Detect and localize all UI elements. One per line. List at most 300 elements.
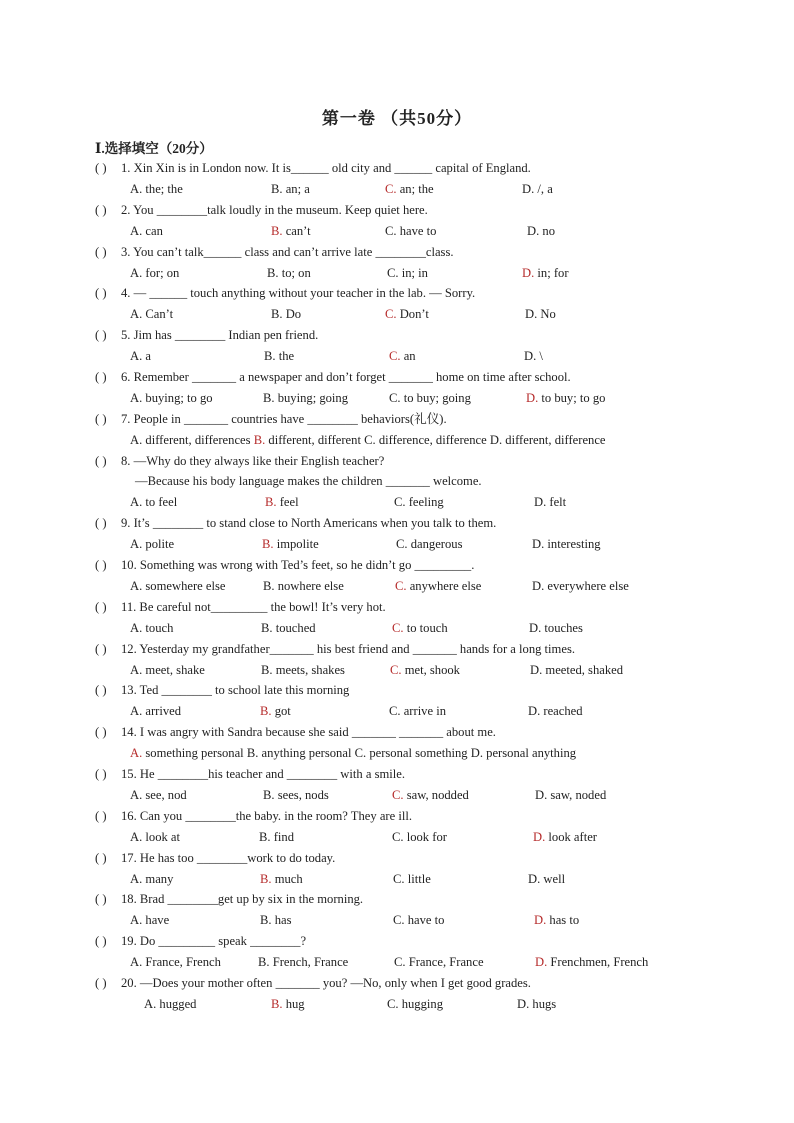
- option-letter: D.: [530, 662, 543, 677]
- question-stem: 18. Brad ________get up by six in the morning.: [121, 892, 364, 907]
- options-row: [95, 263, 735, 284]
- option-letter: C.: [354, 746, 367, 761]
- question-list: [95, 158, 735, 1015]
- option-b: [262, 534, 319, 555]
- option-text: have: [142, 913, 170, 928]
- question-item: [95, 889, 735, 931]
- question-stem: 9. It’s ________ to stand close to North Americans when you talk to them.: [121, 516, 497, 531]
- option-b: [260, 869, 303, 890]
- option-text: met, shook: [401, 662, 460, 677]
- option-d: [535, 785, 606, 806]
- option-text: somewhere else: [142, 578, 226, 593]
- option-text: a: [142, 349, 151, 364]
- option-text: hug: [282, 996, 305, 1011]
- option-text: impolite: [273, 537, 319, 552]
- option-text: saw, nodded: [403, 787, 469, 802]
- option-b: [265, 492, 299, 513]
- option-text: something personal: [142, 746, 244, 761]
- option-letter: C.: [392, 787, 404, 802]
- option-text: touched: [272, 620, 316, 635]
- option-letter: B.: [267, 265, 279, 280]
- option-letter: C.: [387, 996, 399, 1011]
- option-b: [261, 660, 345, 681]
- question-item: [95, 158, 735, 200]
- answer-blank: ( ): [95, 892, 107, 907]
- option-text: anything personal: [258, 746, 352, 761]
- option-b: [271, 179, 310, 200]
- option-d: [529, 618, 583, 639]
- question-stem: 6. Remember _______ a newspaper and don’t forget _______ home on time after school.: [121, 369, 571, 384]
- options-row: [95, 701, 735, 722]
- option-text: meet, shake: [142, 662, 205, 677]
- option-text: Don’t: [396, 307, 429, 322]
- option-text: hugging: [398, 996, 443, 1011]
- option-a: [130, 701, 181, 722]
- answer-blank: ( ): [95, 808, 107, 823]
- option-letter: C.: [392, 829, 404, 844]
- option-c: [393, 910, 444, 931]
- option-a: [144, 994, 196, 1015]
- page-title: 第一卷 （共50分）: [321, 109, 473, 128]
- option-letter: D.: [525, 307, 538, 322]
- answer-blank: ( ): [95, 453, 107, 468]
- option-letter: A.: [130, 349, 143, 364]
- question-stem: 14. I was angry with Sandra because she said _______ _______ about me.: [121, 725, 496, 740]
- options-row: [95, 430, 735, 451]
- option-letter: D.: [524, 349, 537, 364]
- option-b: [261, 618, 316, 639]
- question-item: [95, 848, 735, 890]
- question-item: [95, 764, 735, 806]
- option-b: [259, 827, 294, 848]
- option-a: [130, 263, 179, 284]
- options-row: [95, 179, 735, 200]
- option-letter: A.: [130, 307, 143, 322]
- option-letter: A.: [130, 662, 143, 677]
- option-d: [524, 346, 543, 367]
- option-letter: C.: [387, 265, 399, 280]
- option-text: buying; going: [274, 390, 349, 405]
- question-stem: 3. You can’t talk______ class and can’t arrive late ________class.: [121, 244, 454, 259]
- option-text: little: [404, 871, 431, 886]
- option-a: [130, 869, 173, 890]
- option-text: look at: [142, 829, 181, 844]
- option-letter: C.: [395, 578, 407, 593]
- answer-blank: ( ): [95, 767, 107, 782]
- option-text: different, difference: [502, 432, 606, 447]
- option-letter: D.: [522, 265, 535, 280]
- option-letter: A.: [130, 787, 143, 802]
- option-a: [130, 534, 174, 555]
- option-letter: C.: [394, 495, 406, 510]
- option-letter: C.: [394, 955, 406, 970]
- answer-blank: ( ): [95, 202, 107, 217]
- option-c: [396, 534, 462, 555]
- option-text: much: [271, 871, 303, 886]
- option-a: [130, 746, 244, 760]
- question-stem: 13. Ted ________ to school late this morning: [121, 683, 350, 698]
- question-item: [95, 283, 735, 325]
- option-c: [392, 618, 448, 639]
- option-b: [263, 785, 329, 806]
- options-row: [95, 869, 735, 890]
- option-d: [525, 304, 556, 325]
- option-text: feeling: [405, 495, 444, 510]
- option-d: [522, 263, 569, 284]
- answer-blank: ( ): [95, 244, 107, 259]
- question-stem: 8. —Why do they always like their English teacher?: [121, 453, 385, 468]
- question-item: [95, 325, 735, 367]
- option-d: [526, 388, 605, 409]
- option-letter: A.: [130, 537, 143, 552]
- answer-blank: ( ): [95, 369, 107, 384]
- option-c: [394, 492, 444, 513]
- option-text: in; for: [534, 265, 569, 280]
- option-text: to buy; to go: [538, 390, 606, 405]
- question-item: [95, 973, 735, 1015]
- question-stem: 17. He has too ________work to do today.: [121, 850, 336, 865]
- option-letter: A.: [130, 704, 143, 719]
- option-text: France, French: [142, 955, 221, 970]
- option-text: French, France: [269, 955, 349, 970]
- answer-blank: ( ): [95, 328, 107, 343]
- option-letter: D.: [533, 829, 546, 844]
- question-stem: 20. —Does your mother often _______ you? —No, only when I get good grades.: [121, 976, 531, 991]
- option-letter: A.: [144, 996, 157, 1011]
- option-a: [130, 433, 251, 447]
- option-text: No: [537, 307, 556, 322]
- options-row: [95, 994, 735, 1015]
- option-b: [258, 952, 348, 973]
- option-letter: B.: [263, 787, 275, 802]
- option-a: [130, 179, 183, 200]
- option-a: [130, 785, 187, 806]
- option-text: can’t: [282, 223, 311, 238]
- option-c: [387, 994, 443, 1015]
- question-item: [95, 555, 735, 597]
- option-c: [389, 388, 471, 409]
- option-letter: B.: [253, 432, 266, 447]
- option-letter: C.: [390, 662, 402, 677]
- option-text: to feel: [142, 495, 178, 510]
- options-row: [95, 388, 735, 409]
- option-text: felt: [546, 495, 567, 510]
- option-text: have to: [396, 223, 437, 238]
- option-c: [387, 263, 428, 284]
- option-letter: A.: [130, 871, 143, 886]
- option-b: [247, 746, 352, 760]
- option-letter: D.: [528, 871, 541, 886]
- option-c: [393, 869, 431, 890]
- option-text: hugs: [529, 996, 557, 1011]
- option-letter: D.: [529, 620, 542, 635]
- option-letter: B.: [265, 495, 277, 510]
- option-letter: D.: [526, 390, 539, 405]
- answer-blank: ( ): [95, 683, 107, 698]
- option-b: [264, 346, 294, 367]
- options-row: [95, 534, 735, 555]
- answer-blank: ( ): [95, 161, 107, 175]
- options-row: [95, 576, 735, 597]
- option-text: find: [270, 829, 294, 844]
- option-text: personal something: [366, 746, 468, 761]
- option-letter: D.: [528, 704, 541, 719]
- option-text: hugged: [156, 996, 197, 1011]
- option-letter: B.: [263, 578, 275, 593]
- option-b: [271, 221, 311, 242]
- option-c: [389, 346, 416, 367]
- question-stem: 2. You ________talk loudly in the museum. Keep quiet here.: [121, 202, 428, 217]
- option-text: Can’t: [142, 307, 174, 322]
- option-c: [364, 433, 487, 447]
- option-d: [534, 910, 579, 931]
- option-b: [260, 910, 292, 931]
- option-text: arrive in: [400, 704, 447, 719]
- option-letter: D.: [534, 495, 547, 510]
- option-text: the: [275, 349, 295, 364]
- option-text: look for: [403, 829, 447, 844]
- option-c: [390, 660, 460, 681]
- option-text: arrived: [142, 704, 182, 719]
- option-letter: A.: [130, 181, 143, 196]
- option-letter: A.: [130, 265, 143, 280]
- option-letter: D.: [534, 913, 547, 928]
- option-letter: B.: [260, 913, 272, 928]
- option-text: has: [271, 913, 292, 928]
- option-text: personal anything: [483, 746, 577, 761]
- options-row: [95, 346, 735, 367]
- question-item: [95, 931, 735, 973]
- option-letter: C.: [393, 913, 405, 928]
- question-item: [95, 242, 735, 284]
- option-letter: B.: [261, 620, 273, 635]
- question-item: [95, 597, 735, 639]
- option-d: [471, 746, 576, 760]
- option-letter: B.: [258, 955, 270, 970]
- options-row: [95, 785, 735, 806]
- answer-blank: ( ): [95, 516, 107, 531]
- option-letter: D.: [522, 181, 535, 196]
- option-text: saw, noded: [547, 787, 607, 802]
- option-text: meets, shakes: [272, 662, 345, 677]
- option-text: Do: [282, 307, 302, 322]
- option-c: [389, 701, 446, 722]
- option-d: [533, 827, 597, 848]
- question-stem-line2: —Because his body language makes the children _______ welcome.: [135, 474, 482, 489]
- option-text: everywhere else: [544, 578, 629, 593]
- question-item: [95, 409, 735, 451]
- question-stem: 11. Be careful not_________ the bowl! It’s very hot.: [121, 599, 386, 614]
- option-text: an; a: [282, 181, 310, 196]
- option-text: dangerous: [407, 537, 463, 552]
- option-c: [385, 304, 429, 325]
- option-c: [394, 952, 484, 973]
- option-text: look after: [545, 829, 598, 844]
- option-d: [528, 701, 583, 722]
- option-a: [130, 576, 225, 597]
- option-b: [260, 701, 291, 722]
- answer-blank: ( ): [95, 599, 107, 614]
- question-item: [95, 680, 735, 722]
- option-text: well: [540, 871, 566, 886]
- option-letter: B.: [260, 704, 272, 719]
- option-b: [263, 576, 344, 597]
- option-text: touch: [142, 620, 174, 635]
- option-text: many: [142, 871, 174, 886]
- option-b: [263, 388, 348, 409]
- answer-blank: ( ): [95, 641, 107, 656]
- option-a: [130, 221, 163, 242]
- option-b: [267, 263, 311, 284]
- option-text: different, different: [265, 432, 361, 447]
- option-d: [522, 179, 553, 200]
- option-a: [130, 492, 177, 513]
- answer-blank: ( ): [95, 976, 107, 991]
- option-letter: A.: [130, 223, 143, 238]
- option-text: no: [539, 223, 555, 238]
- option-d: [527, 221, 555, 242]
- option-b: [271, 994, 305, 1015]
- question-item: [95, 722, 735, 764]
- answer-blank: ( ): [95, 850, 107, 865]
- option-text: France, France: [405, 955, 484, 970]
- options-row: [95, 221, 735, 242]
- question-stem: 15. He ________his teacher and ________ with a smile.: [121, 767, 406, 782]
- answer-blank: ( ): [95, 934, 107, 949]
- question-item: [95, 200, 735, 242]
- option-text: meeted, shaked: [542, 662, 624, 677]
- option-letter: D.: [535, 787, 548, 802]
- option-letter: D.: [517, 996, 530, 1011]
- option-d: [532, 576, 629, 597]
- option-letter: C.: [385, 307, 397, 322]
- options-row: [95, 827, 735, 848]
- option-letter: B.: [271, 223, 283, 238]
- option-letter: C.: [389, 349, 401, 364]
- option-text: nowhere else: [274, 578, 344, 593]
- option-d: [535, 952, 648, 973]
- option-letter: B.: [271, 307, 283, 322]
- option-letter: D.: [489, 432, 503, 447]
- option-letter: A.: [130, 495, 143, 510]
- option-letter: D.: [535, 955, 548, 970]
- options-row: [95, 743, 735, 764]
- option-letter: B.: [271, 181, 283, 196]
- option-a: [130, 827, 180, 848]
- option-letter: D.: [527, 223, 540, 238]
- option-d: [490, 433, 606, 447]
- option-letter: A.: [130, 390, 143, 405]
- option-a: [130, 388, 213, 409]
- option-a: [130, 346, 151, 367]
- option-text: /, a: [534, 181, 553, 196]
- option-letter: C.: [389, 704, 401, 719]
- option-text: to touch: [403, 620, 448, 635]
- option-a: [130, 660, 205, 681]
- question-stem: 4. — ______ touch anything without your teacher in the lab. — Sorry.: [121, 286, 476, 301]
- option-letter: A.: [130, 578, 143, 593]
- option-c: [385, 179, 434, 200]
- option-text: different, differences: [142, 432, 251, 447]
- option-text: reached: [540, 704, 583, 719]
- option-c: [385, 221, 436, 242]
- option-text: for; on: [142, 265, 180, 280]
- option-text: has to: [546, 913, 580, 928]
- option-text: got: [271, 704, 291, 719]
- options-row: [95, 660, 735, 681]
- question-stem: 19. Do _________ speak ________?: [121, 934, 307, 949]
- option-d: [532, 534, 601, 555]
- question-stem: 10. Something was wrong with Ted’s feet, so he didn’t go _________.: [121, 558, 475, 573]
- option-a: [130, 910, 169, 931]
- section-heading: Ⅰ.选择填空（20分）: [95, 141, 213, 156]
- option-letter: A.: [130, 746, 143, 761]
- option-text: polite: [142, 537, 175, 552]
- answer-blank: ( ): [95, 411, 107, 426]
- option-b: [254, 433, 361, 447]
- options-row: [95, 492, 735, 513]
- question-item: [95, 513, 735, 555]
- option-letter: B.: [259, 829, 271, 844]
- option-c: [392, 827, 447, 848]
- option-c: [355, 746, 468, 760]
- question-item: [95, 451, 735, 514]
- option-text: buying; to go: [142, 390, 213, 405]
- option-letter: C.: [396, 537, 408, 552]
- options-row: [95, 618, 735, 639]
- option-letter: C.: [392, 620, 404, 635]
- option-c: [392, 785, 469, 806]
- option-text: sees, nods: [274, 787, 329, 802]
- option-letter: A.: [130, 829, 143, 844]
- option-letter: C.: [385, 223, 397, 238]
- option-letter: B.: [246, 746, 259, 761]
- option-text: have to: [404, 913, 445, 928]
- option-d: [530, 660, 623, 681]
- option-text: in; in: [398, 265, 428, 280]
- option-text: see, nod: [142, 787, 187, 802]
- option-letter: A.: [130, 620, 143, 635]
- question-stem: 7. People in _______ countries have ________ behaviors(礼仪).: [121, 411, 447, 426]
- question-stem: 16. Can you ________the baby. in the room? They are ill.: [121, 808, 412, 823]
- option-letter: B.: [260, 871, 272, 886]
- option-letter: B.: [262, 537, 274, 552]
- question-item: [95, 806, 735, 848]
- option-letter: B.: [271, 996, 283, 1011]
- option-text: to buy; going: [400, 390, 471, 405]
- answer-blank: ( ): [95, 725, 107, 740]
- option-text: \: [536, 349, 543, 364]
- option-text: Frenchmen, French: [547, 955, 649, 970]
- option-d: [528, 869, 565, 890]
- option-letter: B.: [261, 662, 273, 677]
- option-a: [130, 618, 173, 639]
- option-letter: C.: [364, 432, 376, 447]
- option-text: can: [142, 223, 163, 238]
- option-a: [130, 304, 173, 325]
- option-text: to; on: [278, 265, 311, 280]
- option-a: [130, 952, 221, 973]
- option-text: feel: [276, 495, 299, 510]
- question-item: [95, 639, 735, 681]
- option-b: [271, 304, 301, 325]
- option-letter: C.: [385, 181, 397, 196]
- question-stem: 1. Xin Xin is in London now. It is______ old city and ______ capital of England.: [121, 161, 531, 175]
- answer-blank: ( ): [95, 558, 107, 573]
- question-item: [95, 367, 735, 409]
- option-text: the; the: [142, 181, 183, 196]
- option-letter: B.: [264, 349, 276, 364]
